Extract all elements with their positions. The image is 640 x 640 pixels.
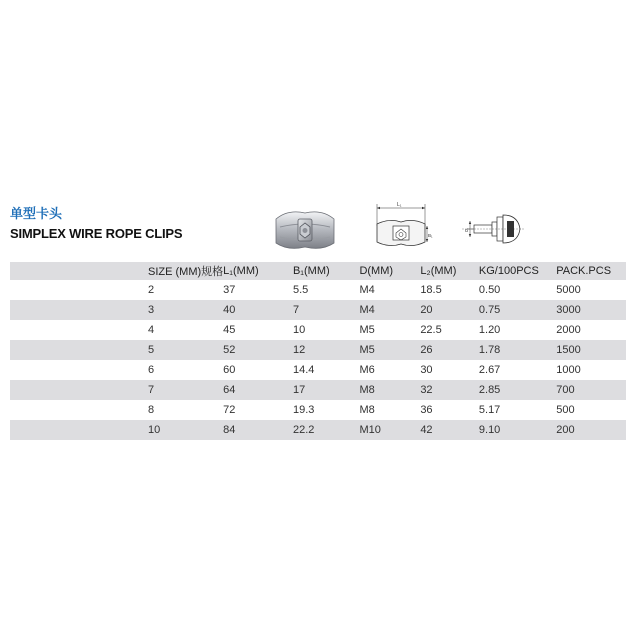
cell-pack: 700 [556, 380, 626, 400]
specification-table [10, 262, 626, 440]
cell-l1: 72 [223, 404, 236, 416]
header-size: SIZE (MM)规格 [10, 262, 223, 280]
wire-rope-clip-photo [272, 207, 338, 253]
cell-l1: 84 [223, 420, 293, 440]
cell-d: M10 [359, 420, 420, 440]
clip-top-view-drawing [371, 196, 433, 254]
header-l1: L₁(MM) [223, 262, 293, 280]
cell-l2: 36 [420, 404, 433, 416]
cell-l1: 52 [223, 340, 293, 360]
cell-d: M5 [359, 340, 420, 360]
cell-b1: 12 [293, 340, 359, 360]
cell-size: 5 [10, 340, 223, 360]
cell-l2: 22.5 [420, 324, 442, 336]
cell-pack: 200 [556, 420, 626, 440]
table-row [10, 340, 626, 360]
cell-l2: 20 [420, 300, 479, 320]
cell-b1: 22.2 [293, 420, 359, 440]
cell-size: 7 [10, 380, 223, 400]
cell-d: M6 [359, 364, 375, 376]
table-row [10, 420, 626, 440]
cell-d: M8 [359, 404, 375, 416]
table-row [10, 400, 626, 420]
table-header-row [10, 262, 626, 280]
title-chinese: 单型卡头 [10, 207, 63, 222]
table-row [10, 360, 626, 380]
cell-l1: 40 [223, 300, 293, 320]
cell-b1: 19.3 [292, 404, 315, 416]
cell-weight: 2.85 [479, 380, 556, 400]
cell-size: 3 [10, 300, 223, 320]
cell-weight: 0.50 [478, 284, 501, 296]
cell-l2: 26 [420, 340, 479, 360]
diameter-dimension-label: d [465, 228, 468, 234]
cell-weight: 5.17 [478, 404, 501, 416]
cell-b1: 10 [292, 324, 306, 336]
length-dimension-label: L₁ [397, 202, 402, 208]
cell-pack: 3000 [556, 300, 626, 320]
cell-size: 4 [148, 324, 155, 336]
width-dimension-label: B₁ [428, 233, 433, 238]
header-d: D(MM) [359, 262, 420, 280]
cell-l2: 18.5 [420, 284, 442, 296]
cell-pack: 1500 [556, 340, 626, 360]
cell-weight: 9.10 [479, 420, 556, 440]
cell-l1: 64 [223, 380, 293, 400]
cell-l2: 32 [420, 380, 479, 400]
cell-pack: 500 [556, 404, 575, 416]
cell-weight: 1.20 [478, 324, 501, 336]
cell-b1: 7 [293, 300, 359, 320]
cell-size: 6 [148, 364, 155, 376]
cell-l1: 45 [223, 324, 236, 336]
cell-size: 8 [148, 404, 155, 416]
header-weight: KG/100PCS [479, 262, 556, 280]
cell-weight: 0.75 [479, 300, 556, 320]
cell-l1: 60 [223, 364, 236, 376]
cell-pack: 2000 [556, 324, 581, 336]
cell-l2: 30 [420, 364, 433, 376]
cell-l2: 42 [420, 420, 479, 440]
header-l2: L₂(MM) [420, 262, 479, 280]
cell-weight: 1.78 [479, 340, 556, 360]
cell-weight: 2.67 [478, 364, 501, 376]
cell-b1: 14.4 [292, 364, 315, 376]
table-row [10, 380, 626, 400]
cell-size: 2 [148, 284, 155, 296]
header-pack: PACK.PCS [556, 262, 626, 280]
cell-d: M4 [359, 300, 420, 320]
cell-d: M4 [359, 284, 375, 296]
cell-d: M8 [359, 380, 420, 400]
cell-size: 10 [10, 420, 223, 440]
cell-l1: 37 [223, 284, 236, 296]
title-english: SIMPLEX WIRE ROPE CLIPS [10, 226, 183, 241]
cell-d: M5 [359, 324, 375, 336]
cell-b1: 5.5 [292, 284, 309, 296]
cell-pack: 5000 [556, 284, 581, 296]
cell-pack: 1000 [556, 364, 581, 376]
table-row [10, 280, 626, 300]
cell-b1: 17 [293, 380, 359, 400]
header-b1: B₁(MM) [293, 262, 359, 280]
table-row [10, 320, 626, 340]
table-row [10, 300, 626, 320]
clip-side-view-drawing [458, 207, 528, 253]
